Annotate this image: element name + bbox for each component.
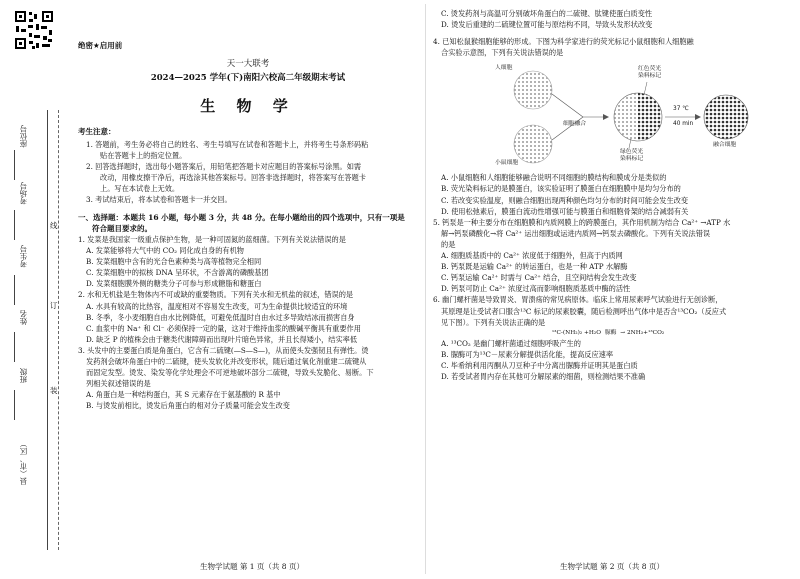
name-label: 姓名: [19, 310, 28, 325]
left-column: [78, 40, 418, 411]
question-stem-cont: 列相关叙述错误的是: [86, 379, 151, 389]
question-stem-cont: 解→钙泵磷酸化→将 Ca²⁺ 运出细胞或运进内质网→钙泵去磷酸化。下列有关说法错误: [441, 228, 711, 238]
green-dye-label: 绿色荧光: [620, 149, 644, 156]
question-stem-cont: 发药剂会破坏角蛋白中的二硫键，使头发软化并改变形状，随后通过氧化剂重建二硫键从: [86, 357, 367, 366]
option: B. 荧光染料标记的是膜蛋白，该实验证明了膜蛋白在细胞膜中是均匀分布的: [441, 184, 681, 194]
notes-heading: 考生注意：: [78, 127, 116, 136]
equation-catalyst: [605, 328, 617, 338]
option: A. 小鼠细胞和人细胞能够融合说明不同细胞的膜结构和膜成分是类似的: [441, 173, 667, 183]
name-blank: [14, 332, 15, 362]
note-line: 贴在答题卡上的指定位置。: [100, 151, 187, 161]
option: D. 发菜细胞膜外侧的糖类分子可参与形成糖脂和糖蛋白: [86, 279, 262, 289]
seat-number-blank: [14, 150, 15, 180]
equation-reactants: ¹³C-(NH₂)₂ +H₂O: [551, 329, 601, 336]
temperature-label: 37 ℃: [673, 106, 689, 113]
option: D. 缺乏 P 的植株会由于糖类代谢障碍而出现叶片暗色异常，并且长得矮小，结实率低: [86, 334, 358, 344]
equation-products: → 2NH₃+¹³CO₂: [620, 329, 665, 336]
arrow-icon: [603, 114, 609, 120]
urea-reaction-equation: [433, 328, 783, 338]
question-stem: 2. 水和无机盐是生物体内不可或缺的重要物质。下列有关水和无机盐的叙述，错误的是: [78, 290, 354, 300]
question-stem: 1. 发菜是我国家一级重点保护生物，是一种可固氮的蓝细菌。下列有关说法错误的是: [78, 234, 346, 244]
question-stem-cont: 其原理是让受试者口服含¹³C 标记的尿素胶囊，随后检测呼出气体中是否含¹³CO₂（反应式: [441, 306, 727, 316]
option: D. 钙泵可防止 Ca²⁺ 浓度过高而影响细胞质基质中酶的活性: [441, 284, 631, 294]
candidate-notes: [78, 126, 418, 206]
enzyme-label: 脲酶: [604, 329, 617, 336]
human-cell-shape: [514, 71, 552, 109]
question-stem-cont: 的是: [441, 239, 456, 249]
binding-word-line: 线: [50, 221, 58, 230]
question-stem-cont: 合实验示意图，下列有关说法错误的是: [441, 48, 564, 58]
option: A. 水具有较高的比热容，温度相对不容易发生改变，可为生命提供比较适宜的环境: [86, 301, 348, 311]
county-label: 县（市、区）: [19, 440, 28, 485]
subject-title: 生 物 学: [200, 97, 296, 115]
option: A. 角蛋白是一种结构蛋白，其 S 元素存在于氨基酸的 R 基中: [86, 390, 281, 400]
option: C. 血浆中的 Na⁺ 和 Cl⁻ 必须保持一定的量，这对于维持血浆的酸碱平衡具有重要作用: [86, 323, 361, 333]
exam-room-blank: [14, 210, 15, 240]
exam-room-label: 考场号: [19, 182, 28, 205]
mouse-cell-shape: [514, 125, 552, 163]
section-heading-cont: 符合题目要求的。: [92, 223, 152, 233]
option: D. 烫发后重建的二硫键位置可能与原结构不同，导致头发形状改变: [441, 20, 653, 30]
binding-word-bind: 装: [50, 386, 58, 395]
green-labeled-half: [614, 93, 638, 141]
green-dye-label-cont: 染料标记: [620, 156, 644, 163]
mouse-cell-label: 小鼠细胞: [495, 160, 519, 167]
option: A. ¹³CO₂ 是幽门螺杆菌通过细胞呼吸产生的: [441, 338, 581, 348]
right-column: [433, 8, 783, 382]
column-divider: [425, 4, 426, 574]
binding-line: [47, 110, 48, 550]
option: D. 若受试者胃内存在其他可分解尿素的细菌，则检测结果不准确: [441, 371, 646, 381]
option: C. 若改变实验温度，则融合细胞出现两种颜色均匀分布的时间可能会发生改变: [441, 195, 689, 205]
note-line: 2. 回答选择题时，选出每小题答案后，用铅笔把答题卡对应题目的答案标号涂黑。如需: [86, 162, 362, 172]
student-number-label: 考生号: [19, 245, 28, 268]
cell-fusion-label: 细胞融合: [563, 121, 587, 128]
option: D. 使用松弛素后，膜蛋白流动性增强可能与膜蛋白和细胞骨架的结合减弱有关: [441, 206, 689, 216]
arrow-icon: [695, 114, 701, 120]
option: C. 烫发药剂与高温可分别破坏角蛋白的二硫键、肽键使蛋白质变性: [441, 9, 653, 18]
fused-cell-label: 融合细胞: [713, 142, 737, 149]
note-line: 上。写在本试卷上无效。: [100, 184, 180, 194]
option: A. 细胞质基质中的 Ca²⁺ 浓度低于细胞外，但高于内质网: [441, 251, 623, 261]
exam-organizer: 天一大联考: [226, 59, 270, 69]
section-heading: 一、选择题：本题共 16 小题，每小题 3 分，共 48 分。在每小题给出的四个选项中，只有一项是: [78, 212, 405, 222]
time-label: 40 min: [673, 121, 694, 128]
cell-fusion-figure: [433, 60, 783, 170]
class-label: 班级: [19, 368, 28, 383]
class-blank: [14, 390, 15, 420]
question-stem: 6. 幽门螺杆菌是导致胃炎、胃溃疡的常见病原体。临床上常用尿素呼气试验进行无创诊断，: [433, 295, 723, 305]
option: B. 冬季，冬小麦细胞自由水比例降低，可避免低温时自由水过多导致结冰而损害自身: [86, 312, 355, 322]
option: C. 发菜细胞中的拟核 DNA 呈环状，不含游离的磷酸基团: [86, 268, 269, 278]
exam-name: 2024—2025 学年(下)南阳六校高二年级期末考试: [150, 73, 346, 83]
option: C. 毕希纳利用丙酮从刀豆种子中分离出脲酶并证明其是蛋白质: [441, 360, 638, 370]
question-list-left: [78, 234, 418, 412]
option: B. 脲酶可为¹³C－尿素分解提供活化能，提高反应速率: [441, 349, 614, 359]
cell-fusion-diagram: [433, 60, 783, 170]
red-dye-label: 红色荧光: [638, 66, 662, 73]
question-stem: 3. 头发中的主要蛋白质是角蛋白，它含有二硫键(—S—S—)，从而使头发强韧且有弹性。烫: [78, 345, 369, 355]
human-cell-label: 人细胞: [495, 65, 513, 72]
note-line: 改动，用橡皮擦干净后，再选涂其他答案标号。回答非选择题时，将答案写在答题卡: [100, 173, 366, 183]
option: C. 钙泵运输 Ca²⁺ 时需与 Ca²⁺ 结合，且空间结构会发生改变: [441, 273, 637, 283]
student-number-blank: [14, 275, 15, 305]
red-dye-label-cont: 染料标记: [638, 73, 662, 80]
binding-dashed-line: [58, 110, 59, 550]
confidential-mark: 绝密★启用前: [78, 41, 123, 50]
question-stem-cont: 见下图）。下列有关说法正确的是: [441, 317, 546, 327]
red-labeled-half: [638, 93, 662, 141]
question-stem: 5. 钙泵是一种主要分布在细胞膜和内质网膜上的跨膜蛋白，其作用机制为结合 Ca²⁺ →ATP 水: [433, 217, 731, 227]
fused-cell-shape: [704, 95, 748, 139]
question-stem-cont: 而固定发型。烫发、染发等化学处理会不可逆地破坏部分二硫键，导致头发脆化、易断。下: [86, 368, 374, 378]
option: B. 与烫发前相比，烫发后角蛋白的相对分子质量可能会发生改变: [86, 401, 290, 411]
page-footer-left: 生物学试题 第 1 页（共 8 页）: [200, 562, 304, 571]
note-line: 3. 考试结束后，将本试卷和答题卡一并交回。: [86, 195, 232, 205]
question-stem: 4. 已知松鼠猴细胞能够的形成。下图为科学家进行的荧光标记小鼠细胞和人细胞融: [433, 37, 694, 47]
option: B. 发菜细胞中含有的光合色素种类与高等植物完全相同: [86, 257, 262, 267]
note-line: 1. 答题前，考生务必将自己的姓名、考生号填写在试卷和答题卡上，并将考生号条形码粘: [86, 140, 369, 149]
option: A. 发菜能够将大气中的 CO₂ 同化成自身的有机物: [86, 246, 244, 256]
binding-margin: [0, 0, 62, 579]
seat-number-label: 座位号: [19, 125, 28, 148]
binding-word-seal: 订: [50, 301, 58, 310]
page-footer-right: 生物学试题 第 2 页（共 8 页）: [560, 562, 664, 571]
qr-code-icon: [14, 10, 54, 50]
option: B. 钙泵既是运输 Ca²⁺ 的转运蛋白，也是一种 ATP 水解酶: [441, 262, 628, 272]
